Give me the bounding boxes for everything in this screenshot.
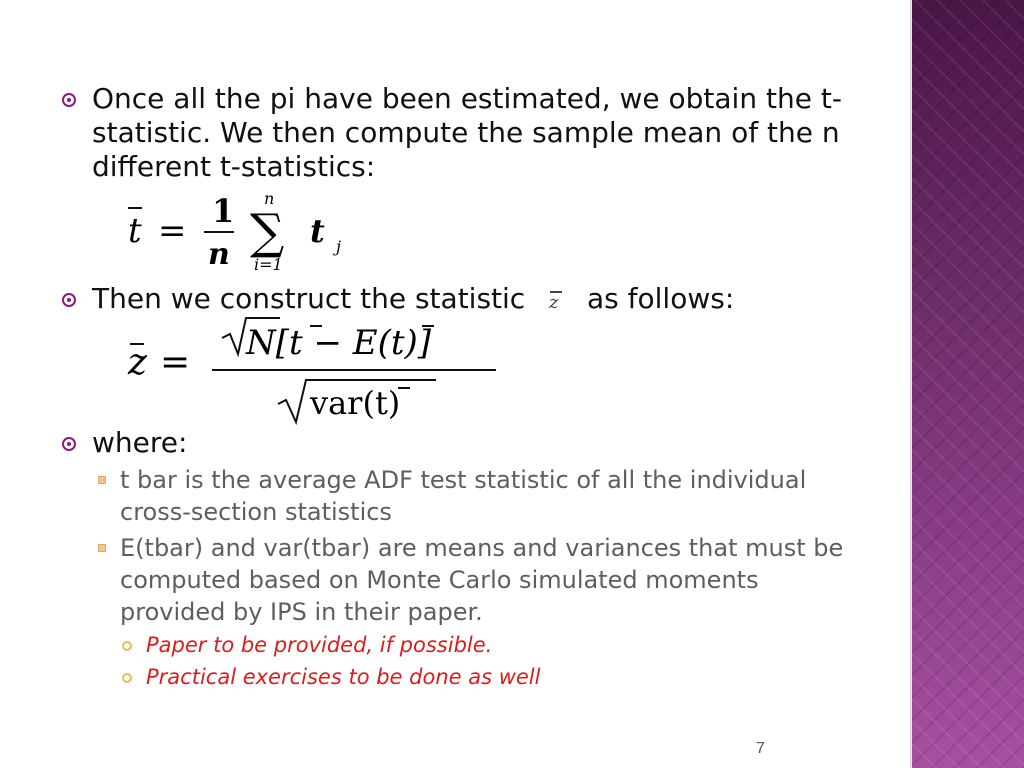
sub-sub-bullet-paper bbox=[60, 630, 860, 660]
eq2-lhs: z bbox=[128, 342, 147, 383]
square-bullet-icon bbox=[98, 544, 106, 552]
equation-tbar-svg bbox=[118, 184, 418, 274]
sub-sub-bullet-text: Practical exercises to be done as well bbox=[146, 665, 541, 689]
sub-bullet-text: t bar is the average ADF test statistic of all the individual cross-section statistics bbox=[120, 466, 807, 526]
sub-bullet-text: E(tbar) and var(tbar) are means and variances that must be computed based on Monte Carlo simulated moments provided by IPS in their paper. bbox=[120, 534, 844, 626]
eq1-sum-lower: i=1 bbox=[254, 255, 283, 274]
eq1-sum-upper: n bbox=[264, 189, 275, 208]
ring-bullet-icon bbox=[122, 641, 132, 651]
eq1-lhs: t bbox=[128, 211, 142, 251]
eq2-numerator: N[t − E(t)] bbox=[246, 323, 432, 363]
bullet-text: where: bbox=[92, 426, 188, 459]
eq2-equals: = bbox=[160, 342, 191, 383]
sub-bullet-e-var bbox=[60, 532, 860, 628]
target-bullet-icon bbox=[62, 437, 76, 451]
sub-sub-bullet-exercises bbox=[60, 662, 860, 692]
sub-bullet-tbar bbox=[60, 464, 860, 528]
page-number: 7 bbox=[756, 740, 765, 757]
sub-sub-bullet-text: Paper to be provided, if possible. bbox=[146, 633, 493, 657]
eq1-numerator: 1 bbox=[212, 192, 235, 230]
bullet-text-after: as follows: bbox=[587, 282, 735, 315]
target-bullet-icon bbox=[62, 93, 76, 107]
zbar-inline-symbol bbox=[542, 285, 570, 311]
target-bullet-icon bbox=[62, 293, 76, 307]
eq2-denominator: var(t) bbox=[310, 384, 401, 422]
eq1-term: t bbox=[310, 212, 325, 250]
eq1-term-sub: j bbox=[336, 237, 341, 256]
svg-text:z: z bbox=[549, 292, 559, 311]
bullet-sample-mean bbox=[60, 82, 860, 184]
bullet-construct-statistic bbox=[60, 282, 860, 316]
equation-zbar-svg bbox=[120, 316, 520, 426]
eq1-equals: = bbox=[158, 211, 187, 251]
decorative-side-band bbox=[912, 0, 1024, 768]
eq1-denominator: n bbox=[208, 237, 230, 272]
eq1-sum-symbol: ∑ bbox=[250, 204, 285, 260]
equation-zbar bbox=[120, 316, 520, 426]
ring-bullet-icon bbox=[122, 673, 132, 683]
bullet-where bbox=[60, 426, 860, 460]
bullet-text-before: Then we construct the statistic bbox=[92, 282, 526, 315]
equation-tbar bbox=[118, 184, 418, 274]
slide-content bbox=[60, 82, 860, 692]
bullet-text: Once all the pi have been estimated, we obtain the t-statistic. We then compute the sample mean of the n different t-statistics: bbox=[92, 82, 842, 183]
square-bullet-icon bbox=[98, 476, 106, 484]
